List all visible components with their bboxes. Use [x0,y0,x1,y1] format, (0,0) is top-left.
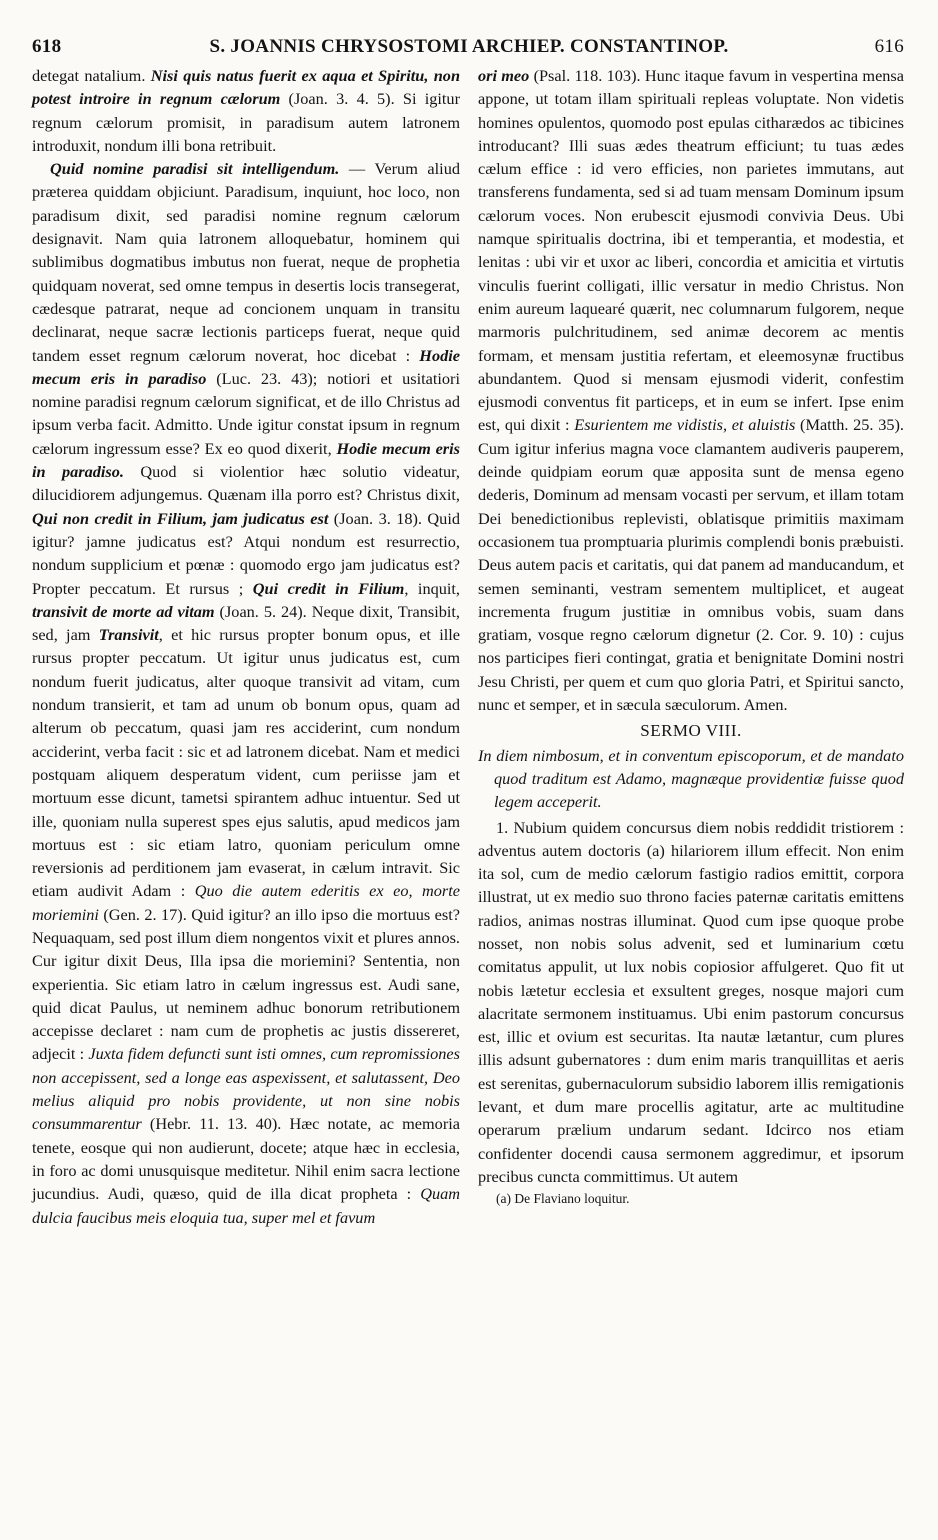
text-run: (Joan. 5. 24). Neque dixit, Transibit, sed, jam [32,601,460,645]
paragraph [478,64,904,716]
text-run: Quod si violentior hæc solutio videatur, dilucidiorem adjungemus. Quænam illa porro est? Christus dixit, [32,462,460,505]
sermon-title: SERMO VIII. [640,721,742,741]
scripture-quote: Qui credit in Filium [252,578,405,598]
text-run: (Luc. 23. 43); notiori et usitatiori nomine paradisi regnum cælorum significat, et de illo Christus ad ipsum verba facit. Admitto. Unde igitur constat ipsum in regnum cælorum ingressum esse? Ex eo quod dixerit, [32,368,460,458]
text-run: (Joan. 3. 18). Quid igitur? jamne judicatus est? Atqui nondum est resurrectio, nondum supplicium et pœnæ : quomodo ergo jam judicatus est? Propter peccatum. Et rursus ; [32,508,460,598]
text-run: , et hic rursus propter bonum opus, et ille rursus propter peccatum. Ut igitur unus judicatus est, cum nondum fuerit judicatus, alter quoque transivit ad vitam, cum nondum transierit, et tam ad unum ob bonum opus, quam ad alterum ob peccatum, quasi jam res acciderint, cum nondum acciderint, verba facit : sic et ad latronem dicebat. Nam et medici postquam aliquem desperatum vident, cum periisse jam et mortuum esse dicunt, tametsi spirantem adhuc intuentur. Sed ut ille, quoniam nulla superest spes ejus salutis, apud medicos jam mortuus est : sic etiam latro, quoniam periculum omne reversionis ad perditionem jam evaserat, in cælum intravit. Sic etiam audivit Adam : [32,625,461,901]
scripture-quote: Juxta fidem defuncti sunt isti omnes, cum repromissiones non accepissent, sed a longe eas aspexissent, et salutassent, Deo melius aliquid pro nobis providente, ut non sine nobis consummarentur [32,1044,460,1134]
text-run: , inquit, [404,578,460,598]
text-run: (Joan. 3. 4. 5). Si igitur regnum cælorum promisit, in paradisum autem latronem introduxit, nondum illi bona retribuit. [32,89,460,155]
text-run: (Psal. 118. 103). Hunc itaque favum in vespertina mensa appone, ut totam illam spirituali repleas voluptate. Non videtis homines opulentos, quomodo post epulas citharædos ac tibicines introducant? Illi suas ædes theatrum efficiunt; tu tuas ædes cælum effice : id vero efficies, non parietes immutans, aut transferens fundamenta, sed si ad tuam mensam Dominum ipsum cælorum voces. Non erubescit ejusmodi convivia Deus. Ubi namque spiritualis doctrina, ibi et temperantia, et modestia, et lenitas : ubi vir et uxor ac liberi, concordia et amicitia et virtutis vinculis fuerint colligati, illic versatur in medio Christus. Non enim aureum laquearé quærit, nec columnarum fulgorem, neque marmoris pulchritudinem, sed animæ decorem ac mentis formam, et mensam justitia refertam, et eleemosynæ fructibus abundantem. Quod si mensam ejusmodi viderit, confestim ejusmodi conventus fit particeps, et in eum se infert. Ipse enim est, qui dixit : [478,66,904,435]
text-run: detegat natalium. [32,66,151,85]
scripture-quote: Nisi quis natus fuerit ex aqua et Spiritu, non potest introire in regnum cælorum [32,66,460,109]
paragraph [32,157,460,1229]
text-run: (Gen. 2. 17). Quid igitur? an illo ipso die mortuus est? Nequaquam, sed post illum diem nongentos vixit et plures annos. Cur igitur dixit Deus, Illa ipsa die moriemini? Sententia, non experientia. Sic etiam latro in cælum ingressus est. Audi sane, quid dicat Paulus, ut neminem adhuc bonorum retributionem accepisse declaret : nam cum de prophetis ac justis dissereret, adjecit : [32,904,460,1064]
text-run: (Matth. 25. 35). Cum igitur inferius magna voce clamantem audiveris pauperem, deinde quidpiam eorum quæ apposita sunt de mensa egeno dederis, Dominum ad mensam vocasti per servum, et illam totam Dei benedictionibus replevisti, oblatisque primitiis maximam occasionem tua promptuaria plurimis complendi bonis præbuisti. Deus autem pacis et caritatis, qui dat panem ad manducandum, et semen seminanti, vestram sementem multiplicet, et augeat incrementa frugum justitiæ in omnibus vobis, suam dans gratiam, vosque regno cælorum dignetur (2. Cor. 9. 10) : cujus nos participes fieri contingat, gratia et benignitate Domini nostri Jesu Christi, per quem et cum quo gloria Patri, et Spiritui sancto, nunc et semper, et in sæcula sæculorum. Amen. [478,415,905,715]
page-number-left: 618 [32,36,62,57]
scripture-quote: Qui non credit in Filium, jam judicatus est [32,508,329,528]
text-run: — Verum aliud præterea quiddam objiciunt. Paradisum, inquiunt, hoc loco, non paradisum dixit, sed paradisi nomine regnum cælorum designavit. Nam quia latronem alloquebatur, hominem qui sublimibus dogmatibus imbutus non fuerat, neque de prophetia quidquam noverat, sed omne tempus in desertis locis transegerat, cædesque patrarat, neque ad concionem unquam in transitu declinarat, neque sacræ lectionis particeps fuerat, neque quid tandem esset regnum cælorum noverat, hoc dicebat : [32,159,460,365]
paragraph: 1. Nubium quidem concursus diem nobis reddidit tristiorem : adventus autem doctoris (a) hilariorem illum effecit. Non enim ita sol, cum de medio cælorum fastigio radios emittit, corpora illustrat, ut ex medio suo throno facies paternæ caritatis emittens radios, animas nostras illuminat. Quod cum ipse quoque probe nosset, non nobis solus advenit, sed et luminarium cœtu comitatus appulit, ut lux nobis copiosior affulgeret. Quo fit ut nobis lætetur ecclesia et exsultent greges, nosque majori cum alacritate sermonem instituamus. Ubi enim pastorum concursus est, illic et ovium est securitas. Ita nautæ lætantur, cum plures illis adsunt gubernatores : dum enim maris tranquillitas et aeris est serenitas, gubernaculorum subsidio laborem illis remigationis levant, et dum mare procellis agitatur, arte ac multitudine operarum prælium undarum sedant. Idcirco nos etiam confidenter docendi causa sermonem aggredimur, et ipsorum precibus cuncta committimus. Ut autem [478,817,904,1186]
scripture-quote: ori meo [478,66,530,85]
left-column [32,64,460,1229]
running-header [28,36,910,60]
scripture-quote: Esurientem me vidistis, et aluistis [574,415,796,435]
section-heading: Quid nomine paradisi sit intelligendum. [50,159,340,179]
page-number-right: 616 [874,36,904,57]
paragraph [32,64,460,157]
text-run: (Hebr. 11. 13. 40). Hæc notate, ac memoria tenete, eosque qui non audierunt, docete; atque hæc in ecclesia, in foro ac domi unusquisque meditetur. Nihil enim sacra lectione jucundius. Audi, quæso, quid de illa dicat propheta : [32,1114,460,1204]
scripture-quote: Quo die autem ederitis ex eo, morte moriemini [32,881,460,924]
running-title: S. JOANNIS CHRYSOSTOMI ARCHIEP. CONSTANTINOP. [209,36,729,57]
scripture-quote: Quam dulcia faucibus meis eloquia tua, super mel et favum [32,1184,460,1227]
scripture-quote: Transivit [98,625,159,645]
right-column [478,64,904,1208]
scripture-quote: transivit de morte ad vitam [32,601,215,621]
sermon-subtitle: In diem nimbosum, et in conventum episcoporum, et de mandato quod traditum est Adamo, magnæque providentiæ fuisse quod legem acceperit. [478,745,904,812]
footnote: (a) De Flaviano loquitur. [496,1191,630,1207]
scripture-quote: Hodie mecum eris in paradiso. [32,438,461,482]
scripture-quote: Hodie mecum eris in paradiso [32,345,460,388]
